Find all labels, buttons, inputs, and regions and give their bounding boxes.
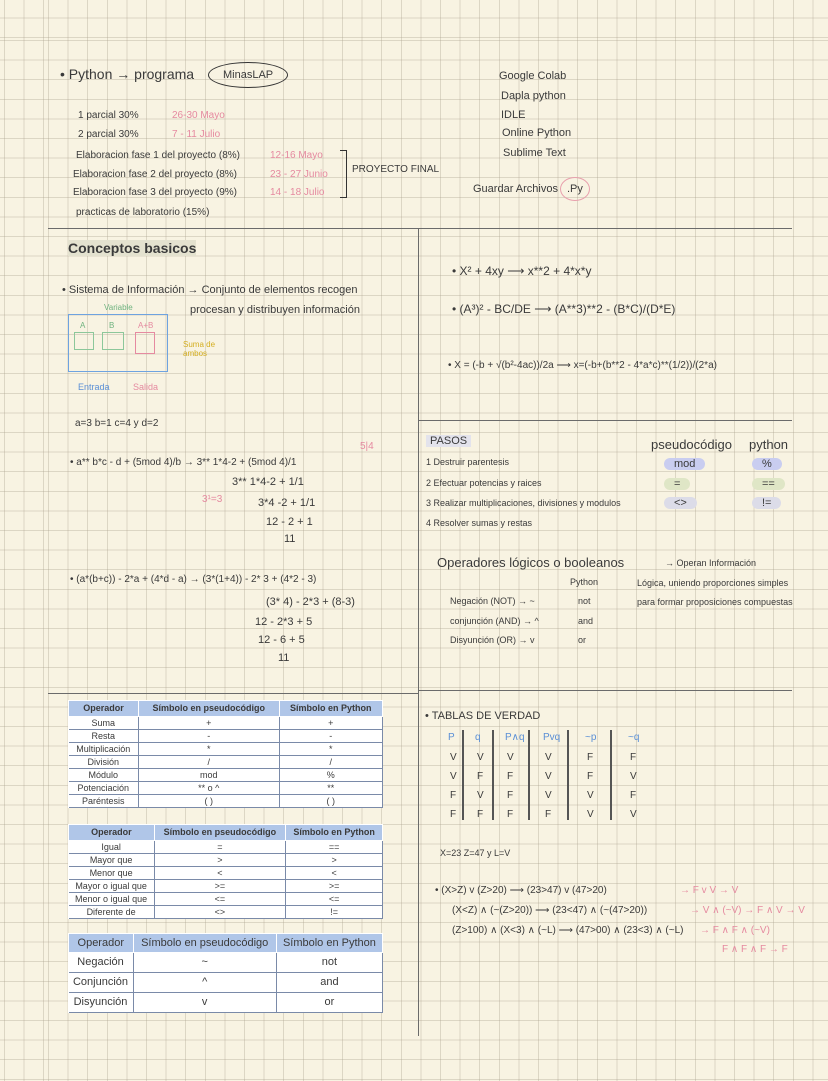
table-cell: % (279, 769, 382, 782)
logicos-python-label: Python (570, 577, 599, 587)
table-cell: Mayor que (69, 854, 155, 867)
truth-cell: V (545, 771, 552, 782)
expr1-note-pow: 3¹=3 (202, 494, 223, 505)
table-row (69, 993, 383, 1013)
save-label: Guardar Archivos (473, 183, 558, 195)
table-cell: != (286, 906, 383, 919)
truth-column-divider (528, 730, 530, 820)
table-header: Símbolo en Python (276, 934, 382, 953)
logic-op-py: or (578, 635, 587, 645)
table-cell: Potenciación (69, 782, 139, 795)
formula-2: • (A³)² - BC/DE ⟶ (A**3)**2 - (B*C)/(D*E) (452, 302, 676, 316)
grade-date: 26-30 Mayo (172, 110, 225, 121)
verdad-expr: (X<Z) ∧ (~(Z>20)) ⟶ (23<47) ∧ (~(47>20)) (452, 905, 648, 916)
table-header: Símbolo en pseudocódigo (154, 825, 285, 841)
table-cell: <> (154, 906, 285, 919)
table-header: Operador (69, 934, 134, 953)
table-cell: >= (154, 880, 285, 893)
table-header-row (69, 825, 383, 841)
truth-cell: F (630, 752, 637, 763)
table-cell: not (276, 953, 382, 973)
verdad-result: → F ∧ F ∧ (~V) (700, 925, 770, 936)
logicos-desc: para formar proposiciones compuestas (637, 597, 793, 607)
divider-right-bottom (418, 690, 792, 691)
table-cell: * (279, 743, 382, 756)
table-cell: > (286, 854, 383, 867)
logic-op: Disyunción (OR) → v (450, 635, 535, 645)
var-a: A (80, 321, 86, 330)
divider-vertical (418, 228, 419, 1036)
table-cell: <= (286, 893, 383, 906)
truth-cell: F (587, 771, 594, 782)
sistema-text-2: procesan y distribuyen información (190, 304, 360, 316)
truth-cell: V (630, 771, 637, 782)
grade-item: 2 parcial 30% (78, 129, 139, 140)
table-row (69, 841, 383, 854)
table-cell: < (154, 867, 285, 880)
table-row (69, 854, 383, 867)
table-cell: v (133, 993, 276, 1013)
truth-header: ~p (585, 732, 597, 743)
table-cell: ~ (133, 953, 276, 973)
table-header-row (69, 934, 383, 953)
verdad-result: → V ∧ (~V) → F ∧ V → V (690, 905, 805, 916)
pair-python: != (752, 497, 781, 509)
truth-cell: V (545, 752, 552, 763)
truth-cell: V (450, 771, 457, 782)
grade-date: 23 - 27 Junio (270, 169, 328, 180)
expr1-line: • a** b*c - d + (5mod 4)/b → 3** 1*4-2 + (5mod 4)/1 (70, 457, 297, 468)
truth-cell: V (630, 809, 637, 820)
table-header: Símbolo en pseudocódigo (133, 934, 276, 953)
table-cell: Mayor o igual que (69, 880, 155, 893)
table-cell: ** (279, 782, 382, 795)
sistema-text: • Sistema de Información → Conjunto de elementos recogen (62, 284, 358, 296)
truth-cell: F (477, 771, 484, 782)
table-row (69, 795, 383, 808)
expr1-note-mod: 5|4 (360, 441, 374, 452)
expr2-result: 11 (278, 652, 290, 664)
pseudo-header: pseudocódigo (651, 437, 732, 452)
operator-table (68, 824, 383, 919)
table-cell: - (139, 730, 280, 743)
table-cell: and (276, 973, 382, 993)
verdad-expr: • (X>Z) v (Z>20) ⟶ (23>47) v (47>20) (435, 885, 607, 896)
truth-cell: F (630, 790, 637, 801)
table-cell: > (154, 854, 285, 867)
table-row (69, 769, 383, 782)
grade-date: 14 - 18 Julio (270, 187, 325, 198)
grade-item: Elaboracion fase 2 del proyecto (8%) (73, 169, 237, 180)
table-cell: ^ (133, 973, 276, 993)
truth-column-divider (462, 730, 464, 820)
logic-op-py: and (578, 616, 594, 626)
expr2-step: 12 - 6 + 5 (258, 634, 305, 646)
truth-column-divider (567, 730, 569, 820)
logic-op: Negación (NOT) → ~ (450, 596, 535, 606)
expr1-step: 3*4 -2 + 1/1 (258, 497, 316, 509)
grade-date: 7 - 11 Julio (172, 129, 221, 140)
table-cell: or (276, 993, 382, 1013)
tool-item: IDLE (501, 109, 526, 121)
expr1-step: 12 - 2 + 1 (266, 516, 313, 528)
table-row (69, 880, 383, 893)
table-row (69, 973, 383, 993)
table-cell: Menor que (69, 867, 155, 880)
truth-cell: V (587, 790, 594, 801)
box-ab (135, 332, 155, 354)
grade-item: Elaboracion fase 1 del proyecto (8%) (76, 150, 240, 161)
operator-table (68, 933, 383, 1013)
pair-pseudo: <> (664, 497, 697, 509)
table-row (69, 730, 383, 743)
table-cell: ** o ^ (139, 782, 280, 795)
python-heading: • Python → programa (60, 66, 195, 82)
truth-cell: F (507, 809, 514, 820)
box-a (74, 332, 94, 350)
pair-python: % (752, 458, 782, 470)
pair-python: == (752, 478, 785, 490)
variables-line: a=3 b=1 c=4 y d=2 (75, 418, 159, 429)
truth-cell: F (450, 790, 457, 801)
table-cell: + (139, 717, 280, 730)
table-row (69, 893, 383, 906)
truth-header: P (448, 732, 455, 743)
paso-item: 4 Resolver sumas y restas (426, 518, 533, 528)
table-cell: + (279, 717, 382, 730)
truth-cell: V (477, 790, 484, 801)
pair-pseudo: mod (664, 458, 705, 470)
logicos-desc: → Operan Información (665, 558, 757, 568)
proyecto-bracket (340, 150, 347, 198)
expr2-step: 12 - 2*3 + 5 (255, 616, 313, 628)
truth-cell: F (450, 809, 457, 820)
operator-table (68, 700, 383, 808)
table-header: Símbolo en Python (286, 825, 383, 841)
table-cell: * (139, 743, 280, 756)
table-row (69, 867, 383, 880)
truth-cell: F (507, 790, 514, 801)
truth-header: ~q (628, 732, 640, 743)
table-cell: ( ) (279, 795, 382, 808)
logic-op: conjunción (AND) → ^ (450, 616, 539, 626)
divider-right-mid (418, 420, 792, 421)
truth-header: q (475, 732, 481, 743)
tool-item: Google Colab (499, 70, 567, 82)
table-cell: mod (139, 769, 280, 782)
suma-label: Suma de ambos (183, 340, 216, 358)
variable-label: Variable (104, 303, 133, 312)
formula-3: • X = (-b + √(b²-4ac))/2a ⟶ x=(-b+(b**2 - 4*a*c)**(1/2))/(2*a) (448, 360, 717, 371)
pasos-title: PASOS (426, 435, 471, 447)
truth-cell: V (450, 752, 457, 763)
verdad-title: • TABLAS DE VERDAD (425, 710, 541, 722)
formula-1: • X² + 4xy ⟶ x**2 + 4*x*y (452, 264, 592, 278)
table-cell: - (279, 730, 382, 743)
logicos-desc: Lógica, uniendo proporciones simples (637, 578, 789, 588)
table-row (69, 906, 383, 919)
table-cell: Conjunción (69, 973, 134, 993)
logicos-title: Operadores lógicos o booleanos (437, 555, 625, 570)
truth-cell: V (587, 809, 594, 820)
expr1-result: 11 (284, 533, 296, 545)
salida-label: Salida (133, 382, 159, 392)
verdad-expr: (Z>100) ∧ (X<3) ∧ (~L) ⟶ (47>00) ∧ (23<3) ∧ (~L) (452, 925, 684, 936)
table-cell: / (139, 756, 280, 769)
truth-cell: F (545, 809, 552, 820)
logic-op-py: not (578, 596, 591, 606)
table-cell: Diferente de (69, 906, 155, 919)
tool-item: Online Python (502, 127, 572, 139)
truth-column-divider (492, 730, 494, 820)
tool-item: Dapla python (501, 90, 566, 102)
table-cell: / (279, 756, 382, 769)
conceptos-title: Conceptos basicos (68, 240, 197, 256)
divider-left-bottom (48, 693, 418, 694)
expr1-step: 3** 1*4-2 + 1/1 (232, 476, 304, 488)
table-cell: <= (154, 893, 285, 906)
minaslap-circled: MinasLAP (208, 62, 288, 88)
python-header: python (749, 437, 789, 452)
verdad-final: F ∧ F ∧ F → F (722, 944, 788, 955)
truth-cell: V (477, 752, 484, 763)
table-header: Operador (69, 701, 139, 717)
table-row (69, 717, 383, 730)
table-cell: Suma (69, 717, 139, 730)
grade-item: Elaboracion fase 3 del proyecto (9%) (73, 187, 237, 198)
table-cell: Paréntesis (69, 795, 139, 808)
table-cell: Negación (69, 953, 134, 973)
tool-item: Sublime Text (503, 147, 566, 159)
table-row (69, 953, 383, 973)
table-header-row (69, 701, 383, 717)
entrada-label: Entrada (78, 382, 110, 392)
expr2-step: (3* 4) - 2*3 + (8-3) (266, 596, 355, 608)
var-b: B (109, 321, 115, 330)
table-cell: Menor o igual que (69, 893, 155, 906)
table-cell: Disyunción (69, 993, 134, 1013)
verdad-vars: X=23 Z=47 y L=V (440, 848, 511, 858)
expr2-line: • (a*(b+c)) - 2*a + (4*d - a) → (3*(1+4)) - 2* 3 + (4*2 - 3) (70, 574, 317, 585)
truth-column-divider (610, 730, 612, 820)
grade-date: 12-16 Mayo (270, 150, 323, 161)
table-header: Operador (69, 825, 155, 841)
table-cell: Multiplicación (69, 743, 139, 756)
truth-header: P∧q (505, 732, 525, 743)
truth-cell: V (507, 752, 514, 763)
pair-pseudo: = (664, 478, 690, 490)
truth-cell: V (545, 790, 552, 801)
table-header: Símbolo en Python (279, 701, 382, 717)
table-cell: >= (286, 880, 383, 893)
truth-cell: F (477, 809, 484, 820)
table-cell: < (286, 867, 383, 880)
truth-cell: F (587, 752, 594, 763)
proyecto-final-label: PROYECTO FINAL (352, 164, 440, 175)
var-ab: A+B (138, 321, 154, 330)
table-header: Símbolo en pseudocódigo (139, 701, 280, 717)
grade-item: 1 parcial 30% (78, 110, 139, 121)
table-row (69, 756, 383, 769)
divider-top (48, 228, 792, 229)
table-row (69, 782, 383, 795)
paso-item: 1 Destruir parentesis (426, 457, 510, 467)
table-cell: División (69, 756, 139, 769)
table-cell: ( ) (139, 795, 280, 808)
paso-item: 3 Realizar multiplicaciones, divisiones y modulos (426, 498, 621, 508)
grade-item: practicas de laboratorio (15%) (76, 207, 210, 218)
table-cell: = (154, 841, 285, 854)
table-row (69, 743, 383, 756)
truth-cell: F (507, 771, 514, 782)
table-cell: == (286, 841, 383, 854)
save-ext-circled: .Py (560, 177, 590, 201)
paso-item: 2 Efectuar potencias y raices (426, 478, 542, 488)
table-cell: Módulo (69, 769, 139, 782)
table-cell: Igual (69, 841, 155, 854)
box-b (102, 332, 124, 350)
table-cell: Resta (69, 730, 139, 743)
truth-header: Pvq (543, 732, 561, 743)
verdad-result: → F v V → V (680, 885, 739, 896)
